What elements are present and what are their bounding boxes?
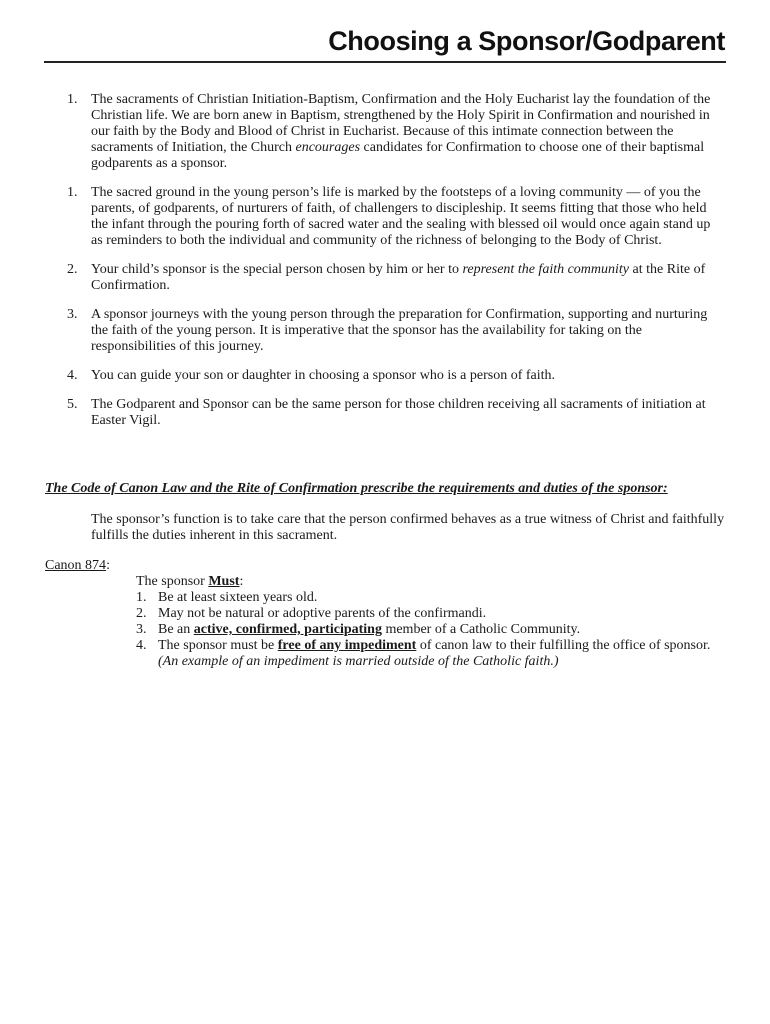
item-number: 1. xyxy=(67,92,78,107)
sponsor-intro xyxy=(136,574,726,590)
list-item-4 xyxy=(0,368,770,384)
requirements-list xyxy=(136,590,726,670)
item-number: 4. xyxy=(67,368,78,383)
item-text: A sponsor journeys with the young person through the preparation for Confirmation, supporting and nurturing the faith of the young person. It is imperative that the sponsor has the availability for taking on the responsibilities of this journey. xyxy=(91,307,708,354)
page-title: Choosing a Sponsor/Godparent xyxy=(328,26,725,56)
item-number: 1. xyxy=(67,185,78,200)
item-number: 5. xyxy=(67,397,78,412)
requirement-example: (An example of an impediment is married outside of the Catholic faith.) xyxy=(158,654,559,669)
requirement-emphasis: active, confirmed, participating xyxy=(193,622,382,637)
sponsor-intro-prefix: The sponsor xyxy=(136,574,209,589)
requirement-number: 4. xyxy=(136,638,147,653)
canon-law-heading-colon: : xyxy=(663,481,668,496)
requirement-text: member of a Catholic Community. xyxy=(381,622,581,637)
list-item-2 xyxy=(0,262,770,294)
sponsor-intro-colon: : xyxy=(239,574,244,589)
sponsor-intro-must: Must xyxy=(208,574,240,589)
canon-label-text: Canon 874 xyxy=(45,558,107,573)
title-divider xyxy=(44,61,726,63)
requirement-item-1 xyxy=(136,606,726,622)
item-text-emphasis: represent the faith community xyxy=(462,262,630,277)
requirement-item-3 xyxy=(136,638,726,670)
requirement-item-2 xyxy=(136,622,726,638)
canon-law-heading-text: The Code of Canon Law and the Rite of Confirmation prescribe the requirements and duties of the sponsor xyxy=(45,481,664,496)
requirement-text: of canon law to their fulfilling the office of sponsor. xyxy=(416,638,711,653)
sponsor-function-paragraph: The sponsor’s function is to take care that the person confirmed behaves as a true witness of Christ and faithfully fulfills the duties inherent in this sacrament. xyxy=(91,512,725,543)
item-text: Your child’s sponsor is the special person chosen by him or her to xyxy=(91,262,463,277)
item-text: at the Rite of Confirmation. xyxy=(91,262,706,293)
numbered-list xyxy=(0,92,770,442)
item-number: 2. xyxy=(67,262,78,277)
requirement-text: Be at least sixteen years old. xyxy=(158,590,318,605)
item-number: 3. xyxy=(67,307,78,322)
item-text: The sacred ground in the young person’s life is marked by the footsteps of a loving community — of you the parents, of godparents, of nurturers of faith, of challengers to discipleship. It seems fitting that those who held the infant through the pouring forth of sacred water and the sealing with blessed oil would once again stand up as reminders to both the individual and community of the richness of belonging to the Body of Christ. xyxy=(91,185,711,248)
requirement-number: 1. xyxy=(136,590,147,605)
item-text: The Godparent and Sponsor can be the same person for those children receiving all sacraments of initiation at Easter Vigil. xyxy=(91,397,706,428)
requirement-item-0 xyxy=(136,590,726,606)
item-text-emphasis: encourages xyxy=(295,140,361,155)
requirement-emphasis: free of any impediment xyxy=(277,638,417,653)
requirement-text: Be an xyxy=(158,622,194,637)
requirement-text: The sponsor must be xyxy=(158,638,278,653)
list-item-1 xyxy=(0,185,770,249)
requirement-number: 2. xyxy=(136,606,147,621)
sponsor-requirements xyxy=(136,574,726,670)
canon-874-label xyxy=(45,558,110,574)
list-item-3 xyxy=(0,307,770,355)
requirement-number: 3. xyxy=(136,622,147,637)
item-text: The sacraments of Christian Initiation-Baptism, Confirmation and the Holy Eucharist lay the foundation of the Christian life. We are born anew in Baptism, strengthened by the Holy Spirit in Confirmation and nourished in our faith by the Body and Blood of Christ in Eucharist. Because of this intimate connection between the sacraments of Initiation, the Church xyxy=(91,92,711,155)
requirement-text: May not be natural or adoptive parents of the confirmandi. xyxy=(158,606,487,621)
canon-label-colon: : xyxy=(106,558,110,573)
item-text: candidates for Confirmation to choose one of their baptismal godparents as a sponsor. xyxy=(91,140,705,171)
item-text: You can guide your son or daughter in choosing a sponsor who is a person of faith. xyxy=(91,368,556,383)
list-item-0 xyxy=(0,92,770,172)
canon-law-heading xyxy=(45,481,668,497)
list-item-5 xyxy=(0,397,770,429)
